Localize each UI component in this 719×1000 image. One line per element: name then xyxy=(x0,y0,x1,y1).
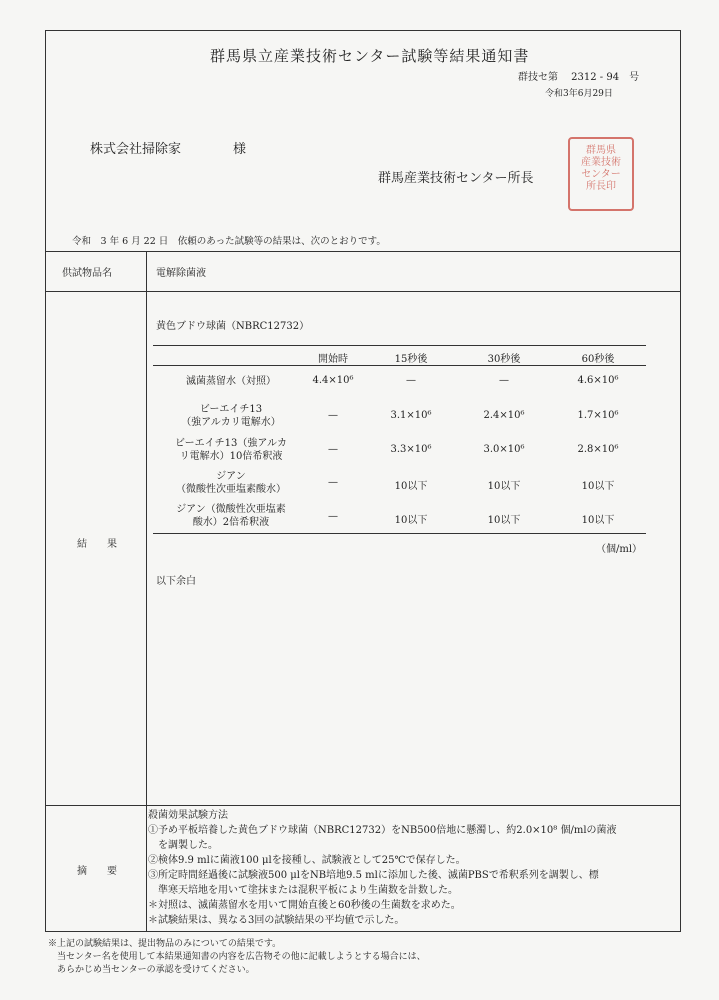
table-cell: 3.3×10⁶ xyxy=(390,444,432,455)
table-cell: 10以下 xyxy=(487,515,521,526)
seal-text: 群馬県 産業技術 センター 所長印 xyxy=(581,145,621,192)
table-cell: — xyxy=(499,375,509,386)
remainder-text: 以下余白 xyxy=(156,576,196,587)
intro-text: 令和 3 年 6 月 22 日 依頼のあった試験等の結果は、次のとおりです。 xyxy=(72,236,386,247)
row-label xyxy=(156,375,306,388)
summary-line: ＊対照は、滅菌蒸留水を用いて開始直後と60秒後の生菌数を求めた。 xyxy=(148,900,461,911)
summary-line: ③所定時間経過後に試験液500 μlをNB培地9.5 mlに添加した後、滅菌PBSで希釈系列を調製し、標 xyxy=(148,870,599,881)
summary-text xyxy=(148,808,617,928)
table-cell: 2.8×10⁶ xyxy=(577,444,619,455)
table-cell: 10以下 xyxy=(487,481,521,492)
column-header: 15秒後 xyxy=(394,354,428,365)
divider xyxy=(45,251,681,252)
column-divider xyxy=(146,251,147,932)
row-label xyxy=(156,503,306,529)
table-header-rule xyxy=(153,365,646,366)
divider xyxy=(45,291,681,292)
official-seal xyxy=(568,137,634,211)
table-cell: 10以下 xyxy=(581,515,615,526)
table-cell: — xyxy=(406,375,416,386)
row-label xyxy=(156,403,306,429)
row-label-line: ビーエイチ13（強アルカ xyxy=(175,438,287,449)
row-label-line: （微酸性次亜塩素酸水） xyxy=(176,484,286,495)
summary-line: ＊試験結果は、異なる3回の試験結果の平均値で示した。 xyxy=(148,915,405,926)
summary-line: ①予め平板培養した黄色ブドウ球菌（NBRC12732）をNB500倍地に懸濁し、約2.0×10⁸ 個/mlの菌液 xyxy=(148,825,617,836)
table-top-rule xyxy=(153,345,646,346)
issuer-name: 群馬産業技術センター所長 xyxy=(378,171,534,186)
footnote-line: あらかじめ当センターの承認を受けてください。 xyxy=(48,965,255,975)
summary-label: 摘 要 xyxy=(77,866,117,877)
row-label xyxy=(156,437,306,463)
footnote xyxy=(48,938,426,977)
footnote-line: 当センター名を使用して本結果通知書の内容を広告物その他に記載しようとする場合には、 xyxy=(48,952,426,962)
table-cell: 2.4×10⁶ xyxy=(483,410,525,421)
table-cell: 1.7×10⁶ xyxy=(577,410,619,421)
document-date: 令和3年6月29日 xyxy=(545,89,613,99)
unit-label: （個/ml） xyxy=(596,544,643,555)
table-cell: — xyxy=(328,410,338,421)
footnote-line: ※上記の試験結果は、提出物品のみについての結果です。 xyxy=(48,939,282,949)
table-cell: 4.6×10⁶ xyxy=(577,375,619,386)
table-cell: 3.0×10⁶ xyxy=(483,444,525,455)
column-header: 30秒後 xyxy=(487,354,521,365)
summary-line: を調製した。 xyxy=(148,840,218,851)
table-cell: — xyxy=(328,444,338,455)
column-header: 60秒後 xyxy=(581,354,615,365)
row-label-line: （強アルカリ電解水） xyxy=(181,417,281,428)
table-cell: 4.4×10⁶ xyxy=(312,375,354,386)
row-label-line: ジアン（微酸性次亜塩素 xyxy=(176,504,286,515)
recipient-name: 株式会社掃除家 様 xyxy=(90,142,247,157)
table-cell: — xyxy=(328,511,338,522)
table-cell: — xyxy=(328,477,338,488)
summary-line: 準寒天培地を用いて塗抹または混釈平板により生菌数を計数した。 xyxy=(148,885,458,896)
divider xyxy=(45,805,681,806)
row-label-line: ジアン xyxy=(216,471,246,482)
sample-value: 電解除菌液 xyxy=(156,268,206,279)
summary-line: 殺菌効果試験方法 xyxy=(148,810,228,821)
organism-name: 黄色ブドウ球菌（NBRC12732） xyxy=(156,321,310,332)
summary-line: ②検体9.9 mlに菌液100 μlを接種し、試験液として25℃で保存した。 xyxy=(148,855,466,866)
row-label-line: リ電解水）10倍希釈液 xyxy=(179,451,283,462)
table-cell: 10以下 xyxy=(394,481,428,492)
document-number: 群技セ第 2312 - 94 号 xyxy=(518,72,640,83)
table-bottom-rule xyxy=(153,533,646,534)
column-header: 開始時 xyxy=(318,354,348,365)
row-label-line: ビーエイチ13 xyxy=(199,404,263,415)
row-label xyxy=(156,470,306,496)
table-cell: 3.1×10⁶ xyxy=(390,410,432,421)
document-title: 群馬県立産業技術センター試験等結果通知書 xyxy=(210,47,530,65)
table-cell: 10以下 xyxy=(394,515,428,526)
row-label-line: 滅菌蒸留水（対照） xyxy=(186,376,276,387)
sample-label: 供試物品名 xyxy=(62,268,112,279)
results-label: 結 果 xyxy=(77,539,117,550)
table-cell: 10以下 xyxy=(581,481,615,492)
row-label-line: 酸水）2倍希釈液 xyxy=(192,517,270,528)
